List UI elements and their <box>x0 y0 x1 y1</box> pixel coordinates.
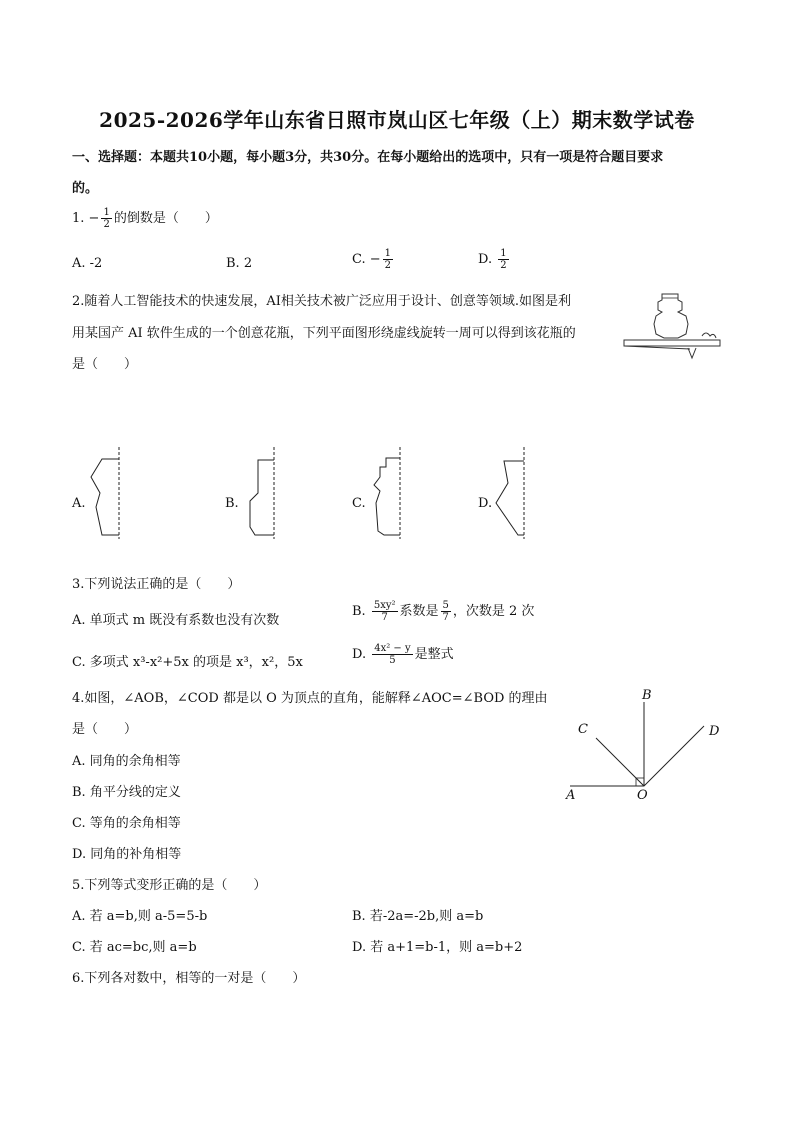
question-2-line3: 是（ ） <box>72 357 138 372</box>
question-4-option-c: C. 等角的余角相等 <box>72 816 181 831</box>
angle-figure-label-c: C <box>578 722 588 737</box>
question-1-stem <box>72 207 218 230</box>
question-2-option-a-shape <box>88 447 128 539</box>
angle-figure-label-a: A <box>566 788 576 803</box>
question-1-option-a: A. -2 <box>72 256 103 271</box>
question-2-line1: 2.随着人工智能技术的快速发展，AI相关技术被广泛应用于设计、创意等领域.如图是利 <box>72 294 572 309</box>
question-2-option-a-label: A. <box>72 496 86 511</box>
angle-figure-label-d: D <box>709 724 720 739</box>
question-1-option-c: C. − $\frac{1}{2}$ <box>352 248 392 271</box>
question-6-stem: 6.下列各对数中，相等的一对是（ ） <box>72 971 306 986</box>
section-heading-line2: 的。 <box>72 181 99 196</box>
question-4-line1: 4.如图，∠AOB，∠COD 都是以 O 为顶点的直角，能解释∠AOC=∠BOD 的理由 <box>72 691 548 706</box>
question-2-line2: 用某国产 AI 软件生成的一个创意花瓶，下列平面图形绕虚线旋转一周可以得到该花瓶的 <box>72 326 576 341</box>
question-1-option-d: D. $\frac{1}{2}$ <box>478 248 507 271</box>
question-4-option-b: B. 角平分线的定义 <box>72 785 181 800</box>
question-1-number: 1. <box>72 211 85 226</box>
question-1-option-b: B. 2 <box>226 256 253 271</box>
question-2-option-b-shape <box>240 447 280 539</box>
question-5-option-a: A. 若 a=b,则 a-5=5-b <box>72 909 208 924</box>
question-3-option-a: A. 单项式 m 既没有系数也没有次数 <box>72 613 280 628</box>
page-title: 2025-2026学年山东省日照市岚山区七年级（上）期末数学试卷 <box>99 108 695 132</box>
question-5-stem: 5.下列等式变形正确的是（ ） <box>72 878 267 893</box>
question-2-option-d-shape <box>492 447 532 539</box>
angle-figure-label-o: O <box>637 788 648 803</box>
question-3-option-d: D. $\frac{\text{4x² − y}}{5}$ 是整式 <box>352 643 454 666</box>
question-5-option-d: D. 若 a+1=b-1，则 a=b+2 <box>352 940 523 955</box>
question-2-option-d-label: D. <box>478 496 493 511</box>
question-3-option-b: B. $\frac{\text{5xy²}}{7}$ 系数是 $\frac{5}{7}$ ，次数是 2 次 <box>352 600 535 623</box>
question-4-option-a: A. 同角的余角相等 <box>72 754 181 769</box>
section-heading-line1: 一、选择题：本题共10小题，每小题3分，共30分。在每小题给出的选项中，只有一项是符合题目要求 <box>72 150 664 165</box>
question-1-fraction: $\frac{1}{2}$ <box>103 207 110 230</box>
question-5-option-b: B. 若-2a=-2b,则 a=b <box>352 909 484 924</box>
question-2-option-c-shape <box>366 447 406 539</box>
question-1-neg-sign: − <box>88 211 100 226</box>
question-3-option-c: C. 多项式 x³-x²+5x 的项是 x³，x²，5x <box>72 655 303 670</box>
question-1-stem-text: 的倒数是（ ） <box>113 211 218 226</box>
question-4-line2: 是（ ） <box>72 722 138 737</box>
vase-icon <box>648 290 698 342</box>
angle-figure-label-b: B <box>642 688 652 703</box>
question-2-option-b-label: B. <box>225 496 239 511</box>
question-2-option-c-label: C. <box>352 496 366 511</box>
question-4-option-d: D. 同角的补角相等 <box>72 847 182 862</box>
question-3-stem: 3.下列说法正确的是（ ） <box>72 577 241 592</box>
question-5-option-c: C. 若 ac=bc,则 a=b <box>72 940 197 955</box>
